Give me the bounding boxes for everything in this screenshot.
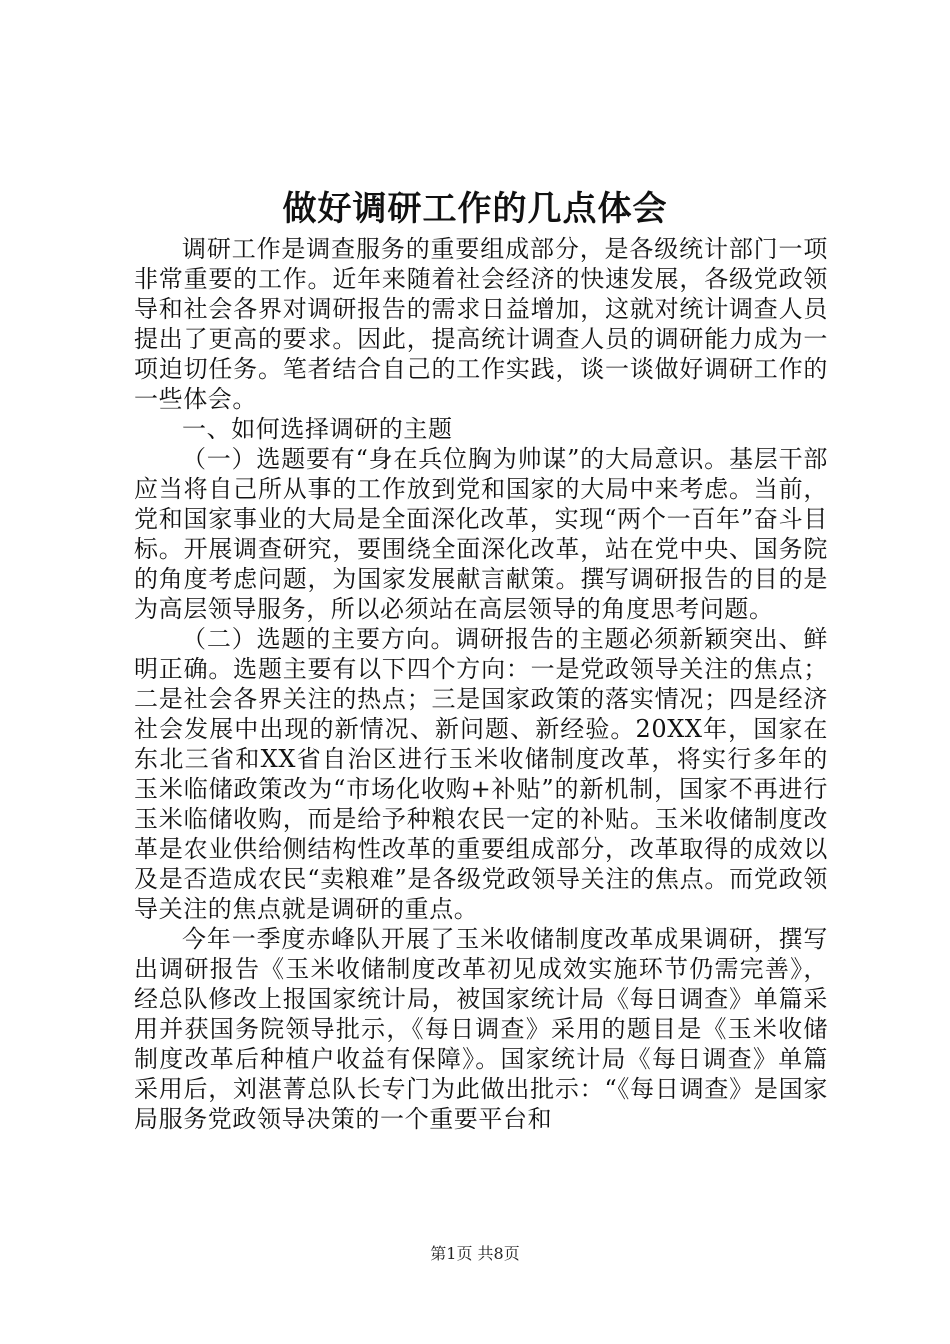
body-paragraph: 今年一季度赤峰队开展了玉米收储制度改革成果调研，撰写出调研报告《玉米收储制度改革初见成效实施环节仍需完善》，经总队修改上报国家统计局，被国家统计局《每日调查》单篇采用并获国务院领导批示，《每日调查》采用的题目是《玉米收储制度改革后种植户收益有保障》。国家统计局《每日调查》单篇采用后，刘湛菁总队长专门为此做出批示：“《每日调查》是国家局服务党政领导决策的一个重要平台和 [134,925,828,1133]
section-heading: 一、如何选择调研的主题 [182,415,453,443]
body-paragraph: （二）选题的主要方向。调研报告的主题必须新颖突出、鲜明正确。选题主要有以下四个方向：一是党政领导关注的焦点；二是社会各界关注的热点；三是国家政策的落实情况；四是经济社会发展中出现的新情况、新问题、新经验。20XX年，国家在东北三省和XX省自治区进行玉米收储制度改革，将实行多年的玉米临储政策改为“市场化收购+补贴”的新机制，国家不再进行玉米临储收购，而是给予种粮农民一定的补贴。玉米收储制度改革是农业供给侧结构性改革的重要组成部分，改革取得的成效以及是否造成农民“卖粮难”是各级党政领导关注的焦点。而党政领导关注的焦点就是调研的重点。 [134,625,828,923]
page-footer: 第1页 共8页 [430,1244,520,1263]
intro-paragraph: 调研工作是调查服务的重要组成部分，是各级统计部门一项非常重要的工作。近年来随着社会经济的快速发展，各级党政领导和社会各界对调研报告的需求日益增加，这就对统计调查人员提出了更高的要求。因此，提高统计调查人员的调研能力成为一项迫切任务。笔者结合自己的工作实践，谈一谈做好调研工作的一些体会。 [134,235,828,413]
document-body [134,234,828,1134]
document-title: 做好调研工作的几点体会 [282,189,668,229]
body-paragraph: （一）选题要有“身在兵位胸为帅谋”的大局意识。基层干部应当将自己所从事的工作放到党和国家的大局中来考虑。当前，党和国家事业的大局是全面深化改革，实现“两个一百年”奋斗目标。开展调查研究，要围绕全面深化改革，站在党中央、国务院的角度考虑问题，为国家发展献言献策。撰写调研报告的目的是为高层领导服务，所以必须站在高层领导的角度思考问题。 [134,445,828,623]
